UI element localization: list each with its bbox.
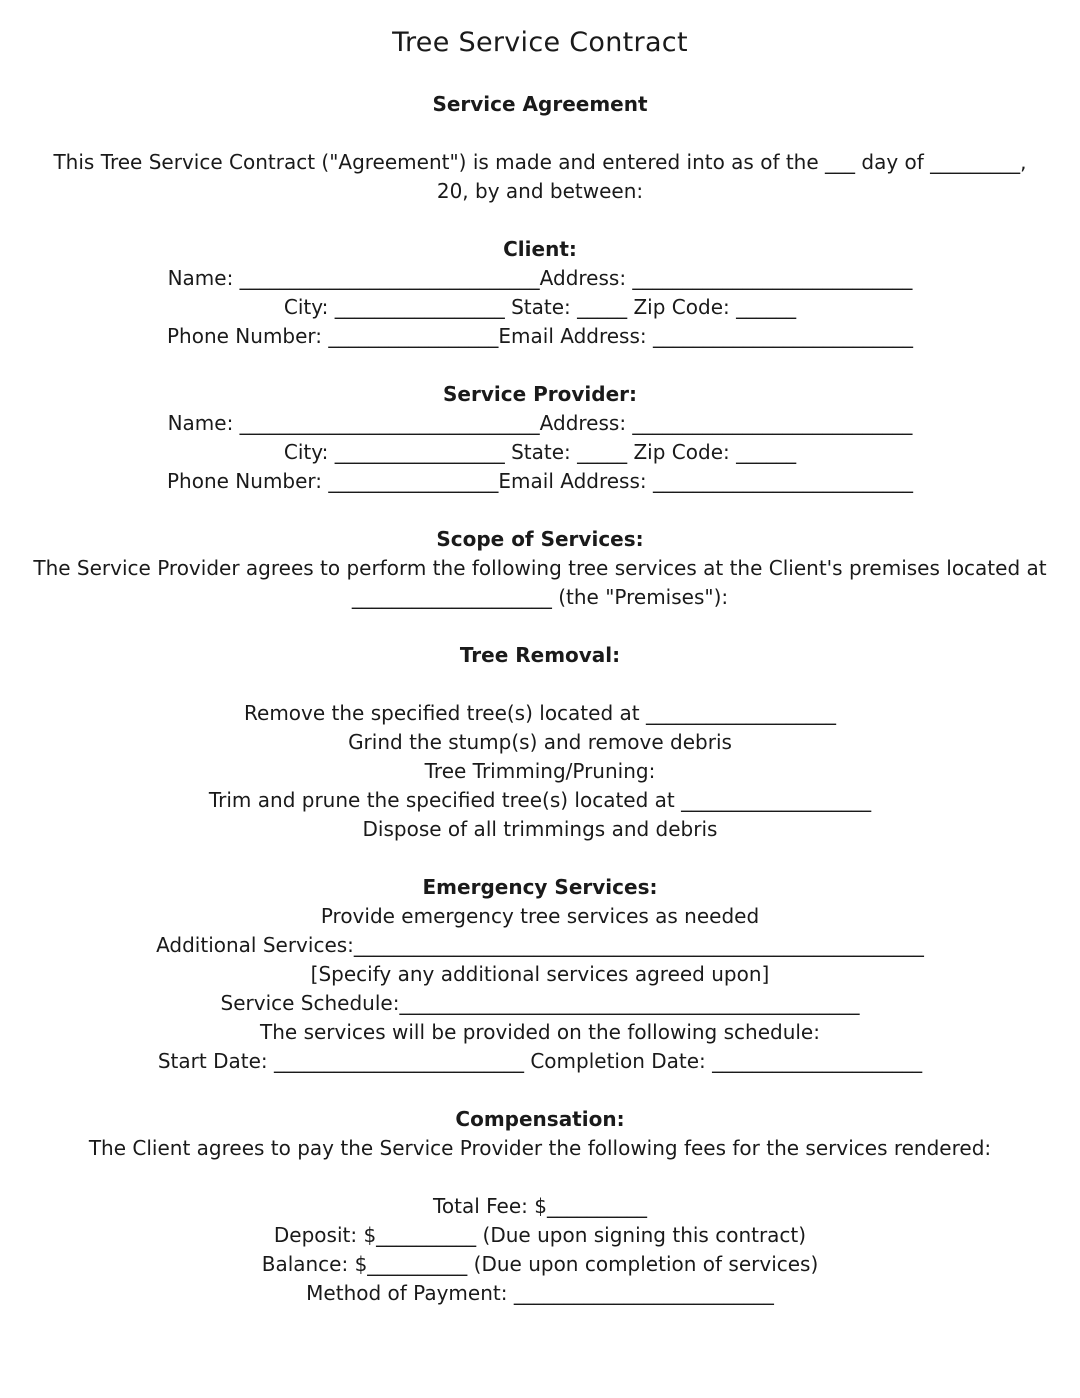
- client-name-address-line: Name: ______________________________Address: ____________________________: [167, 266, 913, 290]
- tree-removal-section: [0, 641, 1080, 844]
- emergency-heading: Emergency Services:: [422, 875, 658, 899]
- service-agreement-section: [0, 90, 1080, 206]
- service-schedule-line: Service Schedule:______________________________________________: [220, 991, 860, 1015]
- spacer: [0, 206, 1080, 235]
- emergency-line: Provide emergency tree services as needed: [320, 904, 760, 928]
- agreement-intro-line-1: This Tree Service Contract ("Agreement") is made and entered into as of the ___ day of _________,: [53, 150, 1027, 174]
- method-of-payment-line: Method of Payment: __________________________: [306, 1281, 774, 1305]
- compensation-heading: Compensation:: [455, 1107, 625, 1131]
- scope-heading: Scope of Services:: [436, 527, 644, 551]
- emergency-line: The services will be provided on the following schedule:: [260, 1020, 820, 1044]
- provider-section: [0, 380, 1080, 496]
- scope-line-1: The Service Provider agrees to perform the following tree services at the Client's premises located at: [33, 556, 1047, 580]
- tree-removal-item: Grind the stump(s) and remove debris: [348, 730, 732, 754]
- compensation-intro: The Client agrees to pay the Service Provider the following fees for the services rendered:: [88, 1136, 992, 1160]
- spacer: [0, 496, 1080, 525]
- spacer: [0, 1076, 1080, 1105]
- agreement-intro-line-2: 20, by and between:: [436, 179, 644, 203]
- scope-section: [0, 525, 1080, 612]
- document-title: Tree Service Contract: [392, 27, 688, 58]
- provider-name-address-line: Name: ______________________________Address: ____________________________: [167, 411, 913, 435]
- emergency-section: [0, 873, 1080, 1076]
- additional-services-line: Additional Services:_________________________________________________________: [156, 933, 924, 957]
- start-completion-date-line: Start Date: _________________________ Completion Date: _____________________: [157, 1049, 923, 1073]
- scope-line-2: ____________________ (the "Premises"):: [351, 585, 729, 609]
- spacer: [0, 119, 1080, 148]
- spacer: [0, 612, 1080, 641]
- spacer: [0, 844, 1080, 873]
- client-section: [0, 235, 1080, 351]
- tree-removal-item: Trim and prune the specified tree(s) located at ___________________: [208, 788, 872, 812]
- spacer: [0, 670, 1080, 699]
- tree-removal-item: Dispose of all trimmings and debris: [362, 817, 718, 841]
- spacer: [0, 351, 1080, 380]
- client-city-state-zip-line: City: _________________ State: _____ Zip Code: ______: [283, 295, 797, 319]
- client-heading: Client:: [503, 237, 577, 261]
- deposit-line: Deposit: $__________ (Due upon signing this contract): [273, 1223, 807, 1247]
- tree-removal-item: Remove the specified tree(s) located at ___________________: [244, 701, 836, 725]
- provider-phone-email-line: Phone Number: _________________Email Address: __________________________: [167, 469, 913, 493]
- service-agreement-heading: Service Agreement: [432, 92, 648, 116]
- emergency-line: [Specify any additional services agreed upon]: [310, 962, 770, 986]
- total-fee-line: Total Fee: $__________: [433, 1194, 647, 1218]
- provider-heading: Service Provider:: [442, 382, 637, 406]
- provider-city-state-zip-line: City: _________________ State: _____ Zip Code: ______: [283, 440, 797, 464]
- tree-removal-heading: Tree Removal:: [459, 643, 621, 667]
- balance-line: Balance: $__________ (Due upon completion of services): [261, 1252, 819, 1276]
- compensation-section: [0, 1105, 1080, 1308]
- tree-removal-item: Tree Trimming/Pruning:: [424, 759, 656, 783]
- spacer: [0, 1163, 1080, 1192]
- client-phone-email-line: Phone Number: _________________Email Address: __________________________: [167, 324, 913, 348]
